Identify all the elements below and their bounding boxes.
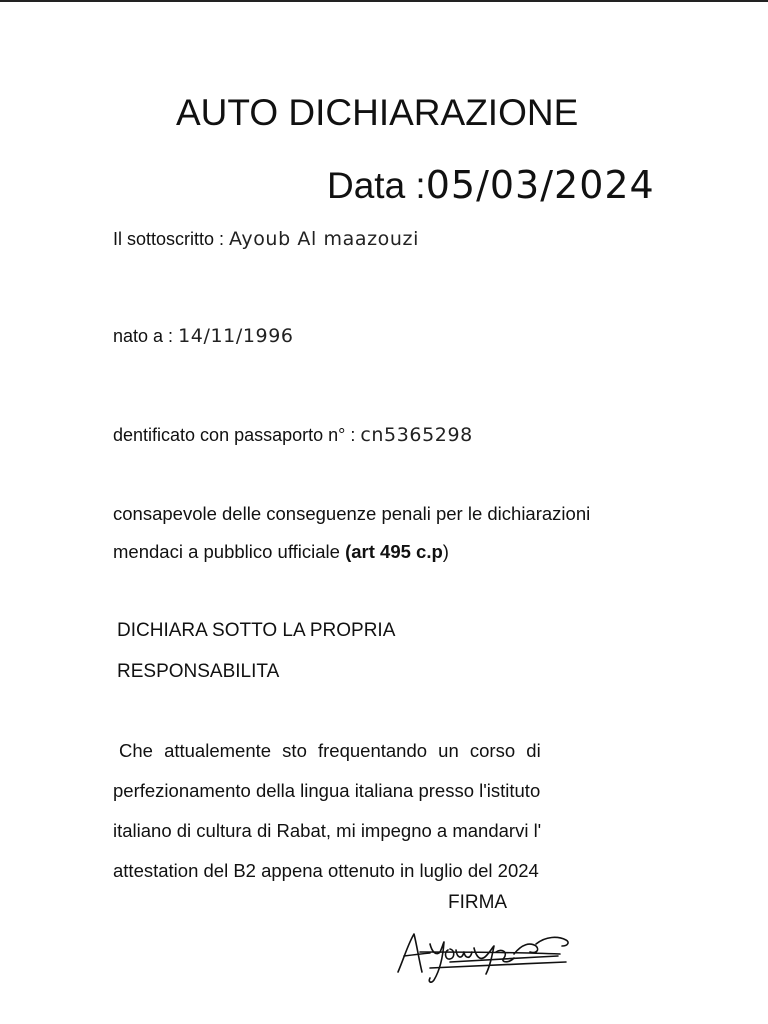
awareness-line-2-prefix: mendaci a pubblico ufficiale [113, 541, 346, 562]
handwritten-signature-icon [390, 922, 590, 992]
top-border-line [0, 0, 768, 2]
born-value: 14/11/1996 [178, 325, 294, 347]
article-reference: (art 495 c.p [345, 541, 443, 562]
date-line [327, 163, 655, 207]
passport-value: cn5365298 [360, 424, 473, 446]
awareness-line-2 [113, 541, 449, 563]
undersigned-value: Ayoub Al maazouzi [229, 228, 419, 250]
undersigned-line [113, 228, 419, 250]
declares-line-2: RESPONSABILITA [117, 661, 280, 682]
passport-line [113, 424, 473, 446]
date-value: 05/03/2024 [425, 163, 655, 207]
body-line-1: Che attualemente sto frequentando un corso di [119, 740, 541, 761]
awareness-line-2-suffix: ) [442, 541, 449, 562]
signature-label: FIRMA [448, 892, 508, 913]
awareness-line-1: consapevole delle conseguenze penali per le dichiarazioni [113, 503, 591, 524]
document-title: AUTO DICHIARAZIONE [176, 92, 579, 133]
body-line-4: attestation del B2 appena ottenuto in luglio del 2024 [113, 860, 539, 881]
body-line-2: perfezionamento della lingua italiana presso l'istituto [113, 780, 541, 801]
undersigned-label: Il sottoscritto : [113, 229, 230, 249]
born-label: nato a : [113, 326, 179, 346]
body-line-3: italiano di cultura di Rabat, mi impegno a mandarvi l' [113, 820, 542, 841]
passport-label: dentificato con passaporto n° : [113, 425, 361, 445]
declares-line-1: DICHIARA SOTTO LA PROPRIA [117, 620, 396, 641]
date-label: Data : [327, 165, 426, 206]
born-line [113, 325, 294, 347]
